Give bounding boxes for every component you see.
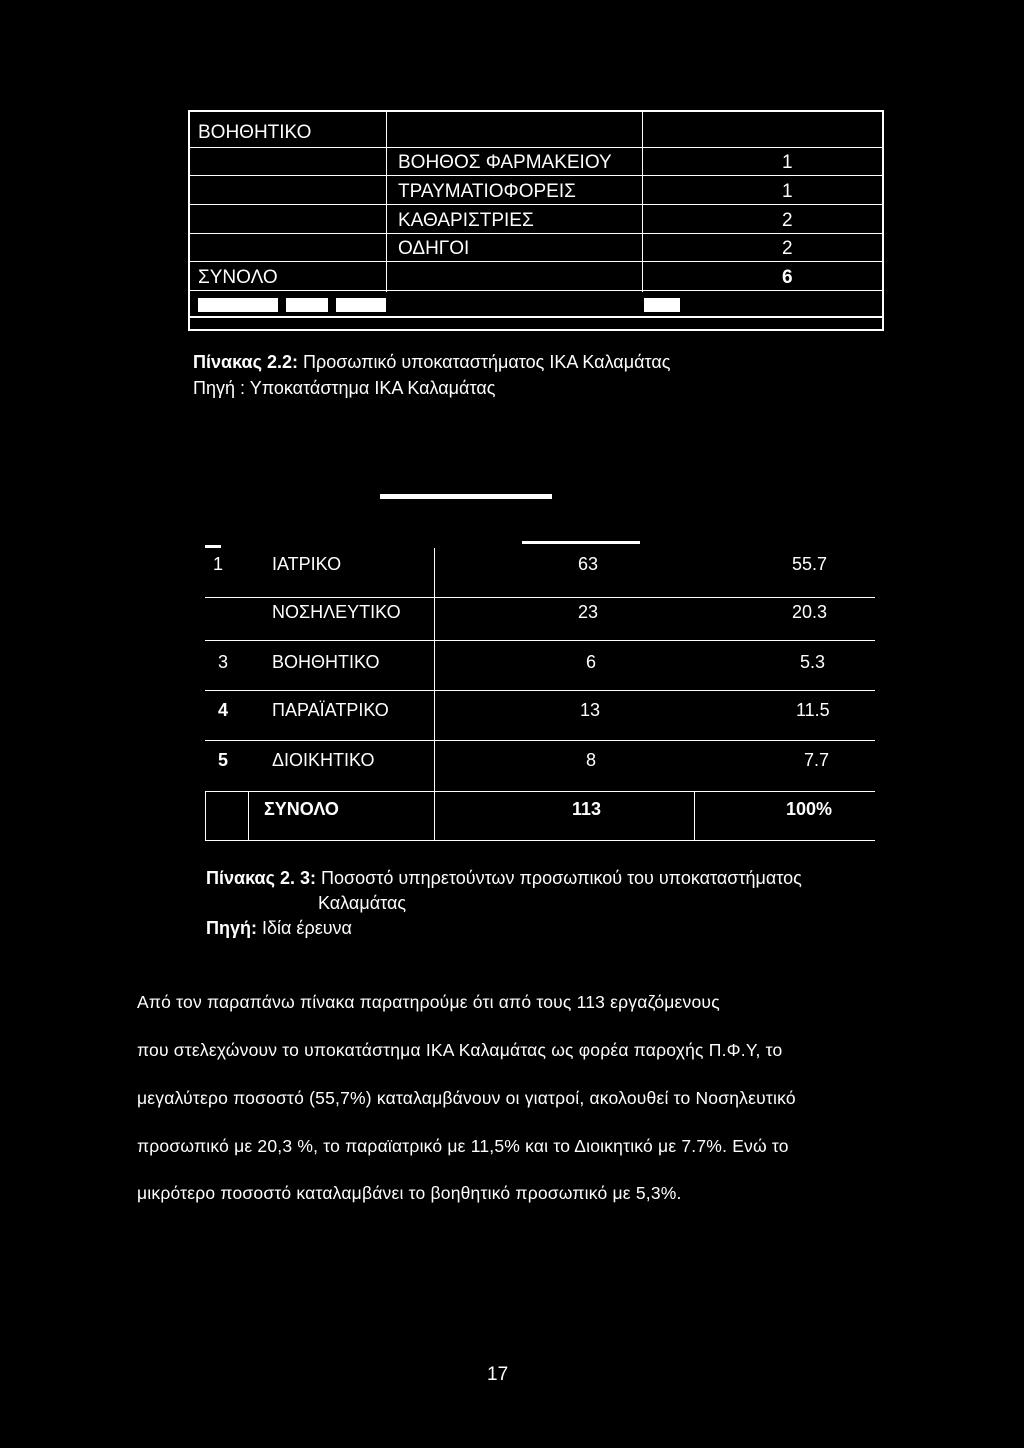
- scan-artifact: [286, 298, 328, 312]
- caption-label: Πίνακας 2. 3:: [206, 868, 316, 888]
- category-label: ΝΟΣΗΛΕΥΤΙΚΟ: [272, 602, 401, 622]
- row-number: 4: [218, 700, 229, 720]
- count-cell: 1: [782, 181, 793, 202]
- source-text: Ιδία έρευνα: [257, 918, 352, 938]
- column-divider: [205, 791, 206, 840]
- count-cell: 2: [782, 238, 793, 259]
- caption-text: Ποσοστό υπηρετούντων προσωπικού του υποκαταστήματος: [315, 868, 802, 888]
- column-divider: [434, 548, 435, 840]
- total-label: ΣΥΝΟΛΟ: [198, 267, 278, 288]
- row-divider: [205, 840, 875, 841]
- category-label: ΙΑΤΡΙΚΟ: [272, 554, 342, 574]
- role-label: ΚΑΘΑΡΙΣΤΡΙΕΣ: [398, 210, 534, 231]
- caption-label: Πίνακας 2.2:: [193, 352, 298, 372]
- count-cell: 2: [782, 210, 793, 231]
- scan-artifact: [205, 545, 221, 548]
- row-divider: [205, 791, 875, 792]
- total-label: ΣΥΝΟΛΟ: [264, 799, 339, 819]
- row-number: 1: [213, 554, 224, 574]
- caption-text: Προσωπικό υποκαταστήματος ΙΚΑ Καλαμάτας: [297, 352, 671, 372]
- table-source: [206, 918, 352, 939]
- category-label: ΔΙΟΙΚΗΤΙΚΟ: [272, 750, 375, 770]
- category-label: ΠΑΡΑΪΑΤΡΙΚΟ: [272, 700, 389, 720]
- percent-cell: 7.7: [804, 750, 830, 770]
- percent-cell: 11.5: [796, 700, 830, 720]
- group-label: ΒΟΗΘΗΤΙΚΟ: [198, 122, 312, 143]
- total-count: 113: [572, 799, 602, 819]
- paragraph-line: Από τον παραπάνω πίνακα παρατηρούμε ότι από τους 113 εργαζόμενους: [137, 992, 720, 1012]
- column-divider: [642, 112, 643, 292]
- table-source: Πηγή : Υποκατάστημα ΙΚΑ Καλαμάτας: [193, 378, 496, 398]
- row-divider: [205, 690, 875, 691]
- total-count: 6: [782, 267, 793, 288]
- row-divider: [205, 597, 875, 598]
- page-number: 17: [487, 1364, 509, 1385]
- scan-artifact: [198, 298, 278, 312]
- total-percent: 100%: [786, 799, 833, 819]
- count-cell: 23: [578, 602, 599, 622]
- category-label: ΒΟΗΘΗΤΙΚΟ: [272, 652, 380, 672]
- row-divider: [190, 175, 882, 176]
- percent-cell: 55.7: [792, 554, 828, 574]
- table-caption: [193, 352, 670, 373]
- row-divider: [190, 233, 882, 234]
- row-number: 3: [218, 652, 229, 672]
- scan-artifact: [522, 541, 640, 544]
- scan-artifact: [644, 298, 680, 312]
- column-divider: [386, 112, 387, 292]
- row-divider: [190, 316, 882, 318]
- role-label: ΟΔΗΓΟΙ: [398, 238, 470, 259]
- paragraph-line: προσωπικό με 20,3 %, το παραϊατρικό με 11,5% και το Διοικητικό με 7.7%. Ενώ το: [137, 1136, 789, 1156]
- percent-cell: 5.3: [800, 652, 826, 672]
- row-divider: [205, 640, 875, 641]
- row-number: 5: [218, 750, 229, 770]
- count-cell: 63: [578, 554, 599, 574]
- count-cell: 8: [586, 750, 597, 770]
- table-caption: [206, 868, 802, 889]
- caption-continuation: Καλαμάτας: [318, 893, 407, 913]
- column-divider: [248, 791, 249, 840]
- row-divider: [190, 261, 882, 262]
- count-cell: 6: [586, 652, 597, 672]
- column-divider: [694, 791, 695, 840]
- row-divider: [190, 204, 882, 205]
- scan-artifact: [380, 494, 552, 499]
- row-divider: [190, 147, 882, 148]
- row-divider: [190, 290, 882, 291]
- staff-table-2-2: [188, 110, 884, 331]
- paragraph-line: που στελεχώνουν το υποκατάστημα ΙΚΑ Καλαμάτας ως φορέα παροχής Π.Φ.Υ, το: [137, 1040, 783, 1060]
- count-cell: 13: [580, 700, 601, 720]
- scan-artifact: [336, 298, 386, 312]
- count-cell: 1: [782, 152, 793, 173]
- source-label: Πηγή:: [206, 918, 257, 938]
- paragraph-line: μικρότερο ποσοστό καταλαμβάνει το βοηθητικό προσωπικό με 5,3%.: [137, 1183, 682, 1203]
- role-label: ΤΡΑΥΜΑΤΙΟΦΟΡΕΙΣ: [398, 181, 576, 202]
- role-label: ΒΟΗΘΟΣ ΦΑΡΜΑΚΕΙΟΥ: [398, 152, 612, 173]
- percent-cell: 20.3: [792, 602, 828, 622]
- paragraph-line: μεγαλύτερο ποσοστό (55,7%) καταλαμβάνουν οι γιατροί, ακολουθεί το Νοσηλευτικό: [137, 1088, 796, 1108]
- row-divider: [205, 740, 875, 741]
